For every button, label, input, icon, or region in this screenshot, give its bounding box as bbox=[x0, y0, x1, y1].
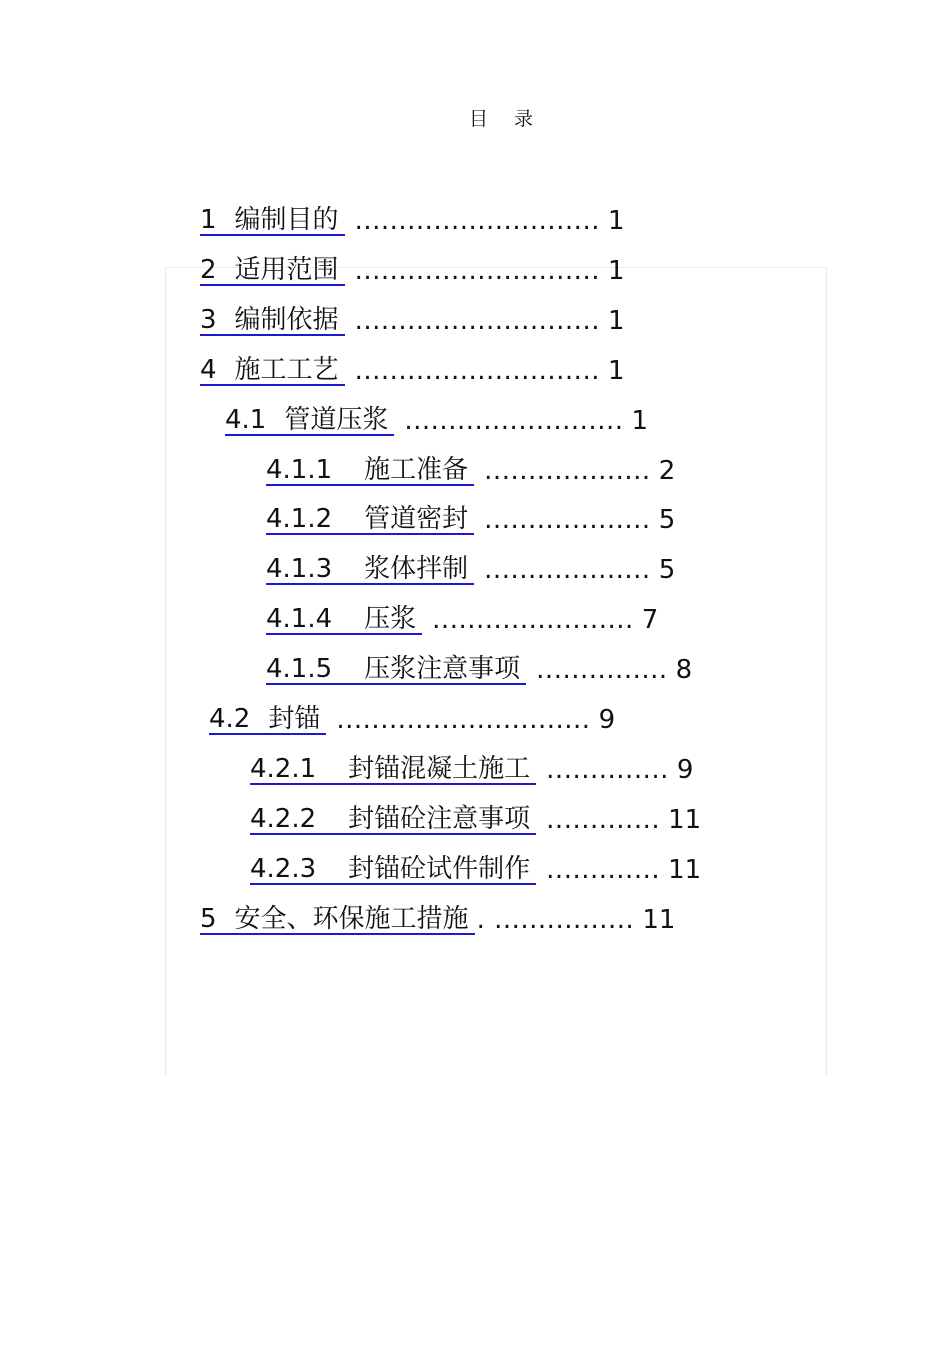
toc-leader: ............................ bbox=[354, 256, 600, 286]
toc-page-number: 1 bbox=[607, 306, 625, 336]
toc-link-1[interactable] bbox=[200, 206, 345, 236]
toc-page-number: 9 bbox=[598, 705, 616, 735]
toc-link-4[interactable] bbox=[200, 356, 345, 386]
toc-leader: ............................ bbox=[354, 206, 600, 236]
toc-number: 4.2.1 bbox=[250, 754, 317, 784]
toc-number: 4.1.5 bbox=[266, 654, 333, 684]
toc-link-4-1-4[interactable] bbox=[266, 605, 422, 635]
toc-leader: ................... bbox=[484, 505, 651, 535]
toc-number: 2 bbox=[200, 255, 217, 285]
toc-entry-5 bbox=[200, 901, 675, 935]
toc-page-number: 1 bbox=[607, 356, 625, 386]
toc-number: 1 bbox=[200, 205, 217, 235]
toc-heading: 压浆 bbox=[364, 604, 417, 634]
toc-leader: ............. bbox=[546, 805, 661, 835]
toc-leader: ................... bbox=[484, 555, 651, 585]
toc-heading: 封锚砼试件制作 bbox=[348, 854, 531, 884]
toc-entry-1 bbox=[200, 202, 625, 236]
toc-number: 4.1.2 bbox=[266, 504, 333, 534]
toc-link-4-1[interactable] bbox=[225, 406, 394, 436]
toc-number: 5 bbox=[200, 904, 217, 934]
toc-entry-2 bbox=[200, 252, 625, 286]
toc-page-number: 11 bbox=[668, 805, 702, 835]
toc-leader: ................... bbox=[484, 456, 651, 486]
toc-entry-4-1-3 bbox=[266, 551, 675, 585]
toc-leader: . ................ bbox=[476, 905, 635, 935]
toc-link-4-2-1[interactable] bbox=[250, 755, 536, 785]
toc-number: 4.1.3 bbox=[266, 554, 333, 584]
toc-link-4-2-3[interactable] bbox=[250, 855, 536, 885]
toc-number: 3 bbox=[200, 305, 217, 335]
toc-page-number: 7 bbox=[641, 605, 659, 635]
toc-entry-4-2-1 bbox=[250, 751, 693, 785]
toc-leader: ......................... bbox=[404, 406, 624, 436]
toc-link-3[interactable] bbox=[200, 306, 345, 336]
toc-link-4-1-1[interactable] bbox=[266, 456, 474, 486]
toc-page-number: 11 bbox=[668, 855, 702, 885]
toc-leader: ............................ bbox=[354, 306, 600, 336]
toc-page-number: 1 bbox=[631, 406, 649, 436]
toc-entry-3 bbox=[200, 302, 625, 336]
toc-heading: 管道密封 bbox=[364, 504, 469, 534]
toc-heading: 编制目的 bbox=[234, 205, 339, 235]
toc-heading: 安全、环保施工措施 bbox=[234, 904, 469, 934]
toc-entry-4-1-1 bbox=[266, 452, 675, 486]
toc-entry-4-1-2 bbox=[266, 501, 675, 535]
toc-heading: 封锚砼注意事项 bbox=[348, 804, 531, 834]
toc-entry-4-1-5 bbox=[266, 651, 692, 685]
toc-heading: 管道压浆 bbox=[284, 405, 389, 435]
toc-link-4-1-3[interactable] bbox=[266, 555, 474, 585]
toc-heading: 封锚混凝土施工 bbox=[348, 754, 531, 784]
toc-entry-4-1-4 bbox=[266, 601, 658, 635]
toc-page-number: 5 bbox=[658, 505, 676, 535]
toc-leader: ............. bbox=[546, 855, 661, 885]
toc-leader: .............. bbox=[546, 755, 669, 785]
toc-heading: 浆体拌制 bbox=[364, 554, 469, 584]
toc-number: 4 bbox=[200, 355, 217, 385]
toc-entry-4-2 bbox=[209, 701, 615, 735]
toc-entry-4-2-3 bbox=[250, 851, 701, 885]
toc-link-4-2-2[interactable] bbox=[250, 805, 536, 835]
toc-heading: 施工准备 bbox=[364, 455, 469, 485]
toc-link-4-2[interactable] bbox=[209, 705, 326, 735]
toc-page-number: 1 bbox=[607, 256, 625, 286]
toc-link-2[interactable] bbox=[200, 256, 345, 286]
toc-page-number: 11 bbox=[642, 905, 676, 935]
toc-leader: ............... bbox=[536, 655, 668, 685]
toc-link-4-1-5[interactable] bbox=[266, 655, 526, 685]
toc-heading: 封锚 bbox=[268, 704, 321, 734]
toc-entry-4-1 bbox=[225, 402, 648, 436]
toc-leader: ....................... bbox=[432, 605, 634, 635]
toc-page-number: 2 bbox=[658, 456, 676, 486]
toc-page-number: 9 bbox=[676, 755, 694, 785]
toc-number: 4.2 bbox=[209, 704, 251, 734]
toc-page-number: 1 bbox=[607, 206, 625, 236]
toc-number: 4.1 bbox=[225, 405, 267, 435]
toc-number: 4.1.4 bbox=[266, 604, 333, 634]
toc-number: 4.1.1 bbox=[266, 455, 333, 485]
toc-number: 4.2.3 bbox=[250, 854, 317, 884]
toc-entry-4 bbox=[200, 352, 625, 386]
toc-link-4-1-2[interactable] bbox=[266, 505, 474, 535]
toc-heading: 压浆注意事项 bbox=[364, 654, 521, 684]
toc-page-number: 8 bbox=[675, 655, 693, 685]
toc-title: 目 录 bbox=[468, 108, 544, 130]
toc-number: 4.2.2 bbox=[250, 804, 317, 834]
toc-heading: 编制依据 bbox=[234, 305, 339, 335]
toc-page-number: 5 bbox=[658, 555, 676, 585]
toc-leader: ............................. bbox=[336, 705, 591, 735]
toc-heading: 适用范围 bbox=[234, 255, 339, 285]
toc-heading: 施工工艺 bbox=[234, 355, 339, 385]
toc-leader: ............................ bbox=[354, 356, 600, 386]
toc-entry-4-2-2 bbox=[250, 801, 701, 835]
toc-link-5[interactable] bbox=[200, 905, 475, 935]
